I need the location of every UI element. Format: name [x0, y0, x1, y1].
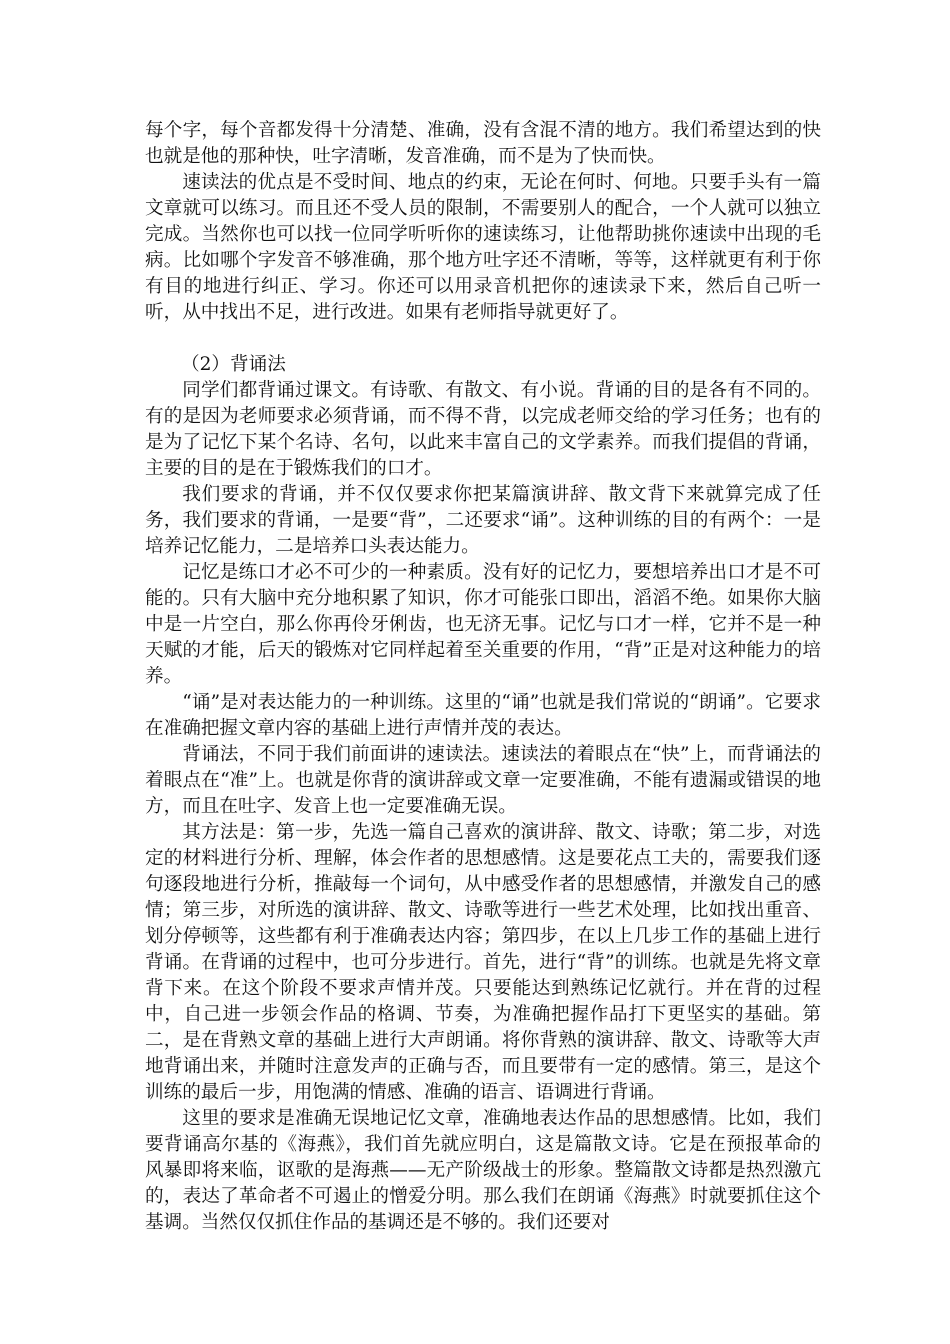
- paragraph: 其方法是：第一步，先选一篇自己喜欢的演讲辞、散文、诗歌；第二步，对选定的材料进行分析、理解，体会作者的思想感情。这是要花点工夫的，需要我们逐句逐段地进行分析，推敲每一个词句，从中感受作者的思想感情，并激发自己的感情；第三步，对所选的演讲辞、散文、诗歌等进行一些艺术处理，比如找出重音、划分停顿等，这些都有利于准确表达内容；第四步，在以上几步工作的基础上进行背诵。在背诵的过程中，也可分步进行。首先，进行“背”的训练。也就是先将文章背下来。在这个阶段不要求声情并茂。只要能达到熟练记忆就行。并在背的过程中，自己进一步领会作品的格调、节奏，为准确把握作品打下更坚实的基础。第二，是在背熟文章的基础上进行大声朗诵。将你背熟的演讲辞、散文、诗歌等大声地背诵出来，并随时注意发声的正确与否，而且要带有一定的感情。第三，是这个训练的最后一步，用饱满的情感、准确的语言、语调进行背诵。: [145, 822, 821, 1103]
- paragraph: “诵”是对表达能力的一种训练。这里的“诵”也就是我们常说的“朗诵”。它要求在准确把握文章内容的基础上进行声情并茂的表达。: [145, 692, 821, 739]
- paragraph: 这里的要求是准确无误地记忆文章，准确地表达作品的思想感情。比如，我们要背诵高尔基的《海燕》，我们首先就应明白，这是篇散文诗。它是在预报革命的风暴即将来临，讴歌的是海燕——无产阶级战士的形象。整篇散文诗都是热烈激亢的，表达了革命者不可遏止的憎爱分明。那么我们在朗诵《海燕》时就要抓住这个基调。当然仅仅抓住作品的基调还是不够的。我们还要对: [145, 1108, 821, 1233]
- paragraph: 记忆是练口才必不可少的一种素质。没有好的记忆力，要想培养出口才是不可能的。只有大脑中充分地积累了知识，你才可能张口即出，滔滔不绝。如果你大脑中是一片空白，那么你再伶牙俐齿，也无济无事。记忆与口才一样，它并不是一种天赋的才能，后天的锻炼对它同样起着至关重要的作用，“背”正是对这种能力的培养。: [145, 562, 821, 687]
- paragraph: 速读法的优点是不受时间、地点的约束，无论在何时、何地。只要手头有一篇文章就可以练习。而且还不受人员的限制，不需要别人的配合，一个人就可以独立完成。当然你也可以找一位同学听听你的速读练习，让他帮助挑你速读中出现的毛病。比如哪个字发音不够准确，那个地方吐字还不清晰，等等，这样就更有利于你有目的地进行纠正、学习。你还可以用录音机把你的速读录下来，然后自己听一听，从中找出不足，进行改进。如果有老师指导就更好了。: [145, 172, 821, 323]
- document-page: [145, 118, 821, 1236]
- paragraph: 同学们都背诵过课文。有诗歌、有散文、有小说。背诵的目的是各有不同的。有的是因为老师要求必须背诵，而不得不背，以完成老师交给的学习任务；也有的是为了记忆下某个名诗、名句，以此来丰富自己的文学素养。而我们提倡的背诵，主要的目的是在于锻炼我们的口才。: [145, 380, 821, 479]
- paragraph: 我们要求的背诵，并不仅仅要求你把某篇演讲辞、散文背下来就算完成了任务，我们要求的背诵，一是要“背”，二还要求“诵”。这种训练的目的有两个：一是培养记忆能力，二是培养口头表达能力。: [145, 484, 821, 557]
- paragraph: 背诵法，不同于我们前面讲的速读法。速读法的着眼点在“快”上，而背诵法的着眼点在“准”上。也就是你背的演讲辞或文章一定要准确，不能有遗漏或错误的地方，而且在吐字、发音上也一定要准确无误。: [145, 744, 821, 817]
- section-heading: （2）背诵法: [181, 354, 286, 375]
- paragraph: 每个字，每个音都发得十分清楚、准确，没有含混不清的地方。我们希望达到的快也就是他的那种快，吐字清晰，发音准确，而不是为了快而快。: [145, 120, 821, 167]
